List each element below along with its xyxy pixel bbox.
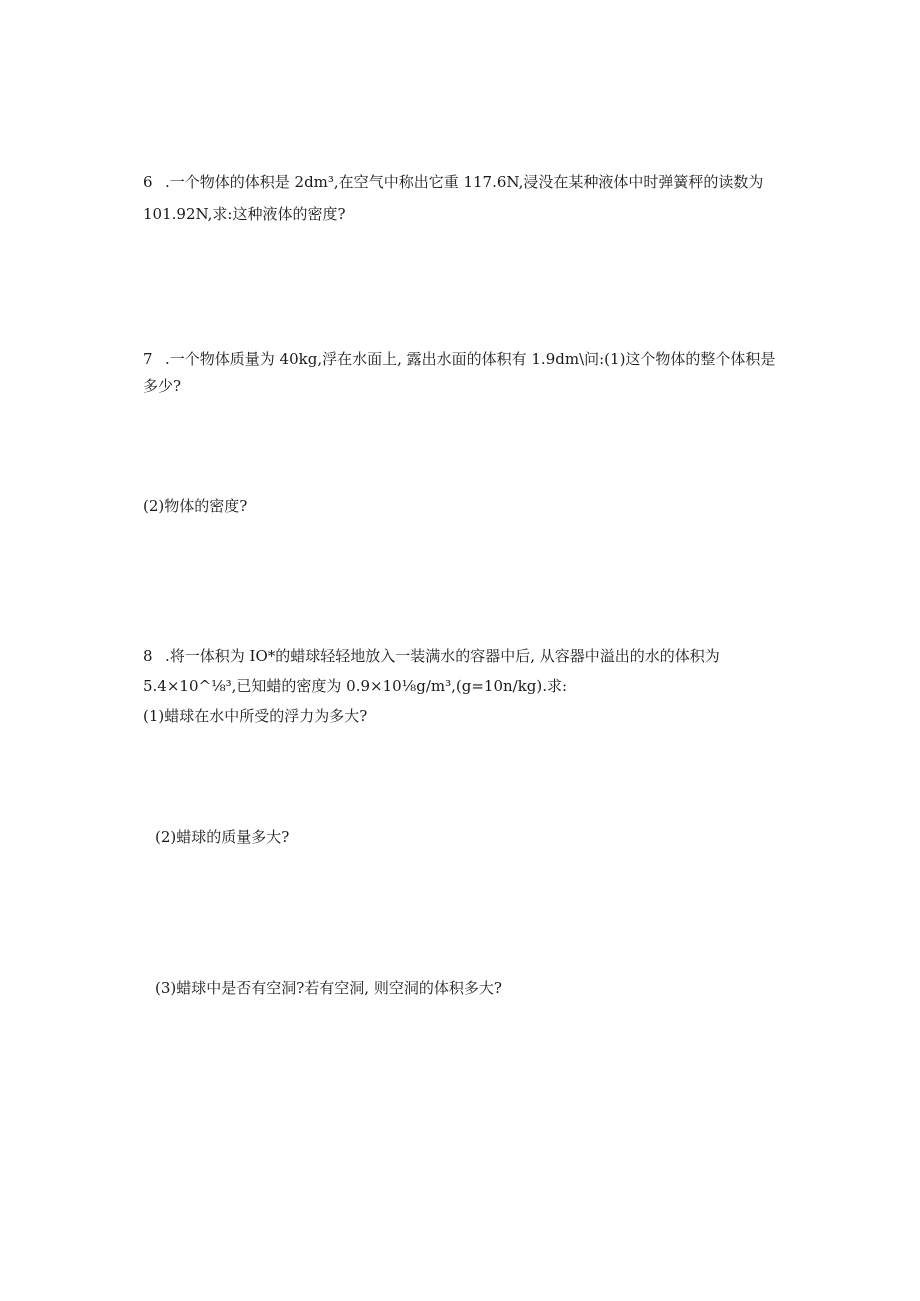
question-8-part-3: (3)蜡球中是否有空洞?若有空洞, 则空洞的体积多大? <box>155 979 502 997</box>
question-8-part-1: (1)蜡球在水中所受的浮力为多大? <box>143 707 368 725</box>
question-8-part-2: (2)蜡球的质量多大? <box>155 828 290 846</box>
question-7-text-1: .一个物体质量为 40kg,浮在水面上, 露出水面的体积有 1.9dm\问:(1)这个物体的整个体积是 <box>165 350 776 368</box>
question-8-number: 8 <box>143 647 153 665</box>
question-6-text-1: .一个物体的体积是 2dm³,在空气中称出它重 117.6N,浸没在某种液体中时弹簧秤的读数为 <box>165 173 764 191</box>
question-6-line-2: 101.92N,求:这种液体的密度? <box>143 205 346 223</box>
question-7-line-1 <box>143 349 775 369</box>
question-7-part-2: (2)物体的密度? <box>143 497 248 515</box>
question-8-line-2: 5.4×10^⅛³,已知蜡的密度为 0.9×10⅛g∕m³,(g=10n∕kg).求: <box>143 677 568 695</box>
question-6-number: 6 <box>143 173 153 191</box>
question-6-line-1 <box>143 172 763 192</box>
question-8-text-1: .将一体积为 IO*的蜡球轻轻地放入一装满水的容器中后, 从容器中溢出的水的体积为 <box>165 647 720 665</box>
question-7-line-2: 多少? <box>143 377 182 395</box>
question-7-number: 7 <box>143 350 153 368</box>
question-8-line-1 <box>143 646 720 666</box>
